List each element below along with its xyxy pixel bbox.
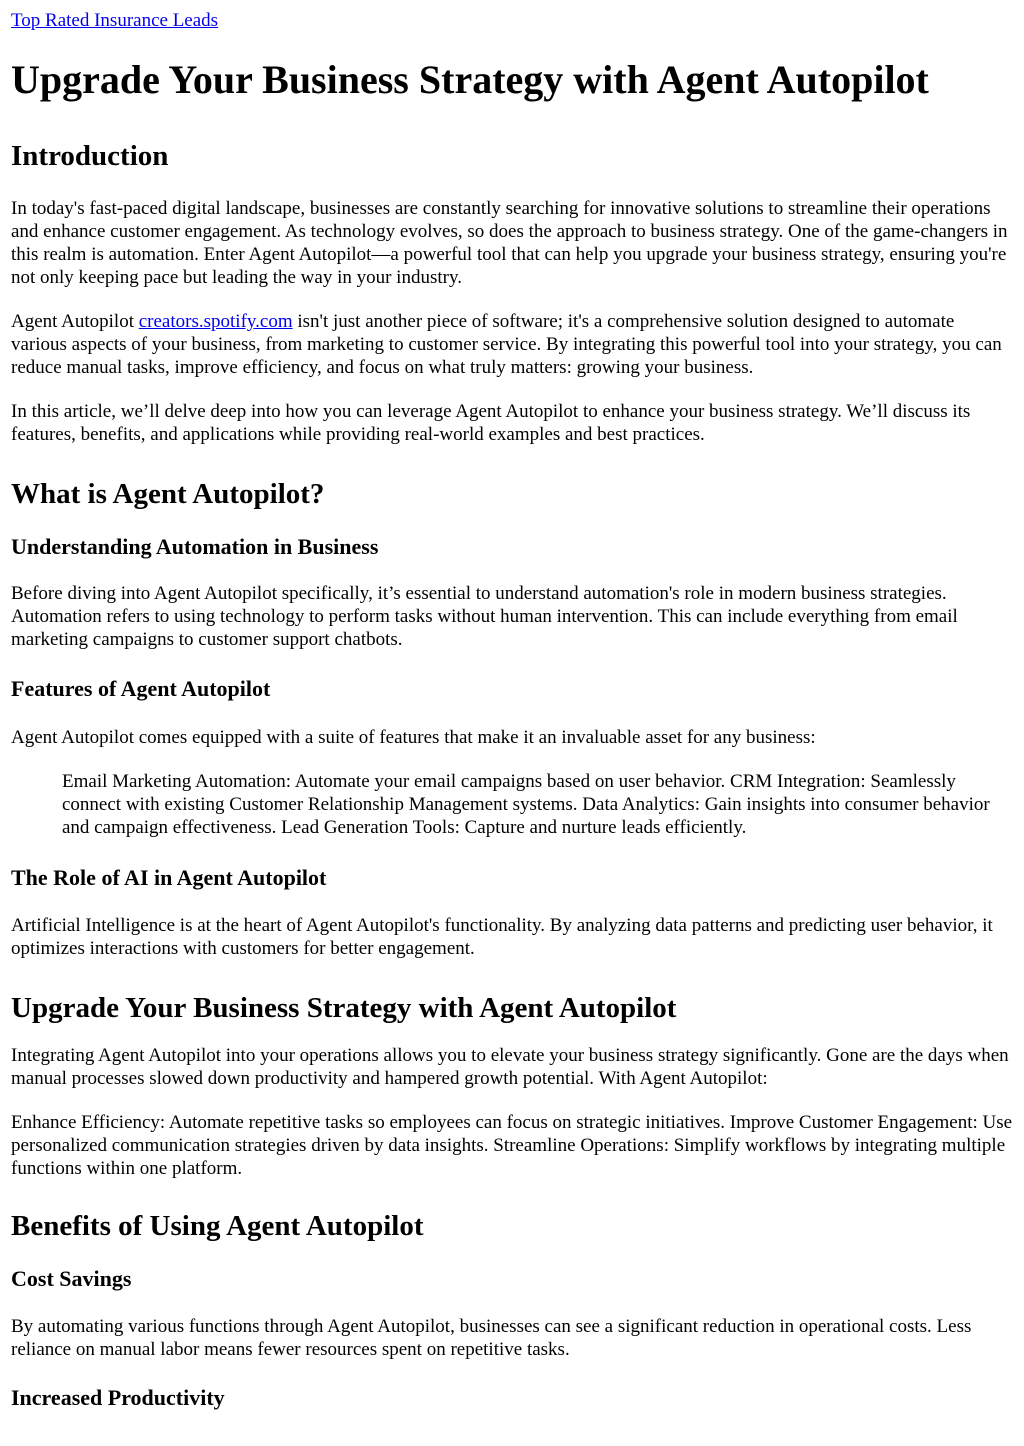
intro-paragraph-1: In today's fast-paced digital landscape, businesses are constantly searching for innovative solutions to streamline their operations and enhance customer engagement. As technology evolves, so does the approach to business strategy. One of the game-changers in this realm is automation. Enter Agent Autopilot—a powerful tool that can help you upgrade your business strategy, ensuring you're not only keeping pace but leading the way in your industry. xyxy=(11,198,1008,288)
heading-cost-savings: Cost Savings xyxy=(11,1266,132,1291)
intro-paragraph-2-text-after: isn't just another piece of software; it's a comprehensive solution designed to automate various aspects of your business, from marketing to customer service. By integrating this powerful tool into your strategy, you can reduce manual tasks, improve efficiency, and focus on what truly matters: growing your business. xyxy=(11,311,1002,378)
heading-introduction: Introduction xyxy=(11,140,169,172)
features-blockquote: Email Marketing Automation: Automate your email campaigns based on user behavior. CRM Integration: Seamlessly connect with existing Customer Relationship Management systems. Data Analytics: Gain insights into consumer behavior and campaign effectiveness. Lead Generation Tools: Capture and nurture leads efficiently. xyxy=(62,771,990,838)
top-rated-insurance-leads-link[interactable]: Top Rated Insurance Leads xyxy=(11,10,219,31)
features-paragraph: Agent Autopilot comes equipped with a suite of features that make it an invaluable asset for any business: xyxy=(11,727,816,748)
heading-upgrade-strategy: Upgrade Your Business Strategy with Agent Autopilot xyxy=(11,992,677,1024)
heading-benefits: Benefits of Using Agent Autopilot xyxy=(11,1210,424,1242)
heading-understanding-automation: Understanding Automation in Business xyxy=(11,534,379,559)
upgrade-paragraph-2: Enhance Efficiency: Automate repetitive tasks so employees can focus on strategic initiatives. Improve Customer Engagement: Use personalized communication strategies driven by data insights. Streamline Operations: Simplify workflows by integrating multiple functions within one platform. xyxy=(11,1112,1013,1179)
upgrade-paragraph-1: Integrating Agent Autopilot into your operations allows you to elevate your business strategy significantly. Gone are the days when manual processes slowed down productivity and hampered growth potential. With Agent Autopilot: xyxy=(11,1045,1009,1089)
heading-increased-productivity: Increased Productivity xyxy=(11,1385,225,1410)
understanding-automation-paragraph: Before diving into Agent Autopilot specifically, it’s essential to understand automation's role in modern business strategies. Automation refers to using technology to perform tasks without human intervention. This can include everything from email marketing campaigns to customer support chatbots. xyxy=(11,583,958,650)
heading-role-of-ai: The Role of AI in Agent Autopilot xyxy=(11,865,327,890)
page-title: Upgrade Your Business Strategy with Agent Autopilot xyxy=(11,57,929,102)
role-of-ai-paragraph: Artificial Intelligence is at the heart of Agent Autopilot's functionality. By analyzing data patterns and predicting user behavior, it optimizes interactions with customers for better engagement. xyxy=(11,915,993,959)
creators-spotify-link[interactable]: creators.spotify.com xyxy=(138,311,293,332)
intro-paragraph-2-text-before: Agent Autopilot xyxy=(11,311,139,332)
heading-features: Features of Agent Autopilot xyxy=(11,676,271,701)
heading-what-is-agent-autopilot: What is Agent Autopilot? xyxy=(11,478,325,510)
intro-paragraph-2 xyxy=(11,310,1013,379)
intro-paragraph-3: In this article, we’ll delve deep into how you can leverage Agent Autopilot to enhance your business strategy. We’ll discuss its features, benefits, and applications while providing real-world examples and best practices. xyxy=(11,401,971,445)
cost-savings-paragraph: By automating various functions through Agent Autopilot, businesses can see a significant reduction in operational costs. Less reliance on manual labor means fewer resources spent on repetitive tasks. xyxy=(11,1316,972,1360)
